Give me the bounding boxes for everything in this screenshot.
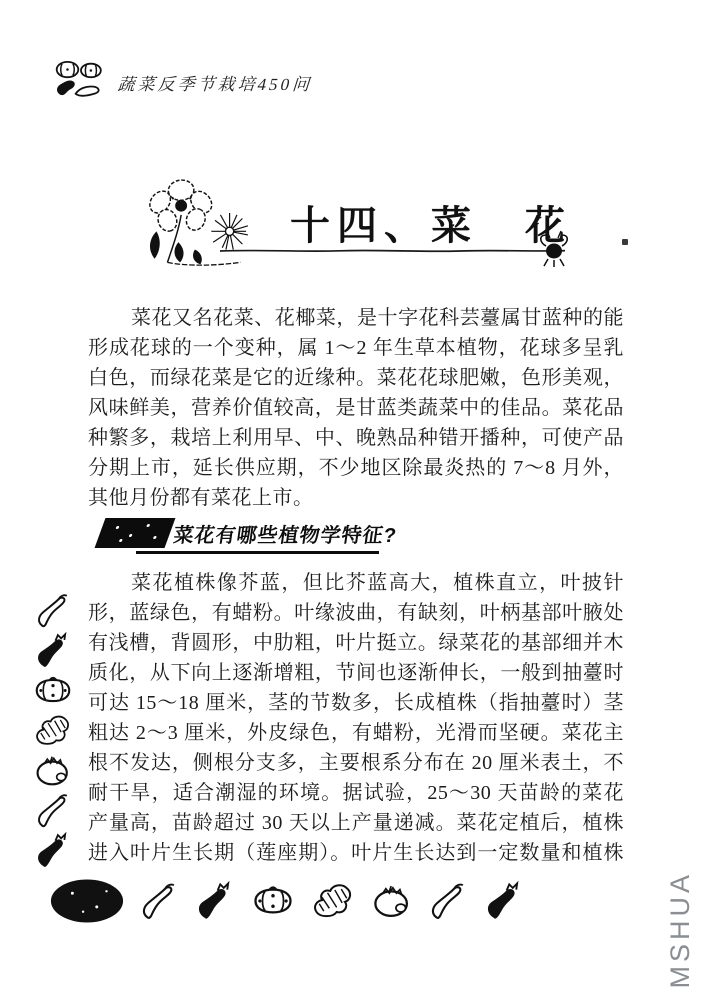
page-header (54, 58, 313, 100)
tomato-icon (32, 751, 74, 790)
text-line: 风味鲜美，营养价值较高，是甘蓝类蔬菜中的佳品。菜花品 (88, 397, 624, 419)
text-line: 根不发达，侧根分支多，主要根系分布在 20 厘米表土，不 (88, 752, 624, 774)
bottom-vegetable-row (48, 872, 527, 930)
text-line: 白色，而绿花菜是它的近缘种。菜花花球肥嫩，色形美观， (88, 367, 624, 389)
cabbage-icon (308, 879, 358, 923)
pumpkin-icon (249, 880, 297, 922)
cucumber-icon (137, 880, 181, 922)
eggplant-icon (32, 631, 74, 670)
text-line: 其他月份都有菜花上市。 (88, 487, 314, 509)
cabbage-icon (32, 711, 74, 750)
tomato-icon (369, 880, 415, 922)
text-line: 形，蓝绿色，有蜡粉。叶缘波曲，有缺刻，叶柄基部叶腋处 (88, 602, 624, 624)
cucumber-icon (32, 791, 74, 830)
intro-paragraph (88, 303, 624, 513)
text-line: 分期上市，延长供应期，不少地区除最炎热的 7～8 月外， (88, 457, 624, 479)
watermark: MSHUA (665, 871, 695, 989)
section-heading-underline (136, 551, 379, 554)
section-heading: 菜花有哪些植物学特征? (172, 525, 399, 547)
chapter-divider-line (220, 247, 565, 255)
body-paragraph (88, 568, 624, 868)
chapter-title: 十四、菜 花 (290, 204, 572, 248)
vegetable-cluster-icon (54, 58, 108, 100)
text-line: 产量高，苗龄超过 30 天以上产量递减。菜花定植后，植株 (88, 812, 624, 834)
bee-icon (536, 228, 572, 268)
melon-icon (48, 876, 126, 926)
text-line: 粗达 2～3 厘米，外皮绿色，有蜡粉，光滑而坚硬。菜花主 (88, 722, 624, 744)
eggplant-icon (32, 831, 74, 870)
text-line: 形成花球的一个变种，属 1～2 年生草本植物，花球多呈乳 (88, 337, 624, 359)
text-line: 有浅槽，背圆形，中肋粗，叶片挺立。绿菜花的基部细并木 (88, 632, 624, 654)
cucumber-icon (32, 591, 74, 630)
text-line: 耐干旱，适合潮湿的环境。据试验，25～30 天苗龄的菜花 (88, 782, 624, 804)
eggplant-icon (481, 880, 527, 922)
text-line: 质化，从下向上逐渐增粗，节间也逐渐伸长，一般到抽薹时 (88, 662, 624, 684)
text-line: 菜花植株像芥蓝，但比芥蓝高大，植株直立，叶披针 (131, 572, 624, 594)
flower-sketch-icon (140, 178, 268, 270)
eggplant-icon (192, 880, 238, 922)
pumpkin-icon (32, 671, 74, 710)
book-title: 蔬菜反季节栽培450问 (116, 74, 313, 94)
margin-vegetable-column (32, 591, 74, 870)
text-line: 菜花又名花菜、花椰菜，是十字花科芸薹属甘蓝种的能 (131, 307, 624, 329)
text-line: 种繁多，栽培上利用早、中、晚熟品种错开播种，可使产品 (88, 427, 624, 449)
text-line: 可达 15～18 厘米，茎的节数多，长成植株（指抽薹时）茎 (88, 692, 624, 714)
text-line: 进入叶片生长期（莲座期）。叶片生长达到一定数量和植株 (88, 842, 624, 864)
cucumber-icon (426, 880, 470, 922)
black-parallelogram-marker (95, 518, 176, 548)
ink-dot (622, 239, 628, 245)
